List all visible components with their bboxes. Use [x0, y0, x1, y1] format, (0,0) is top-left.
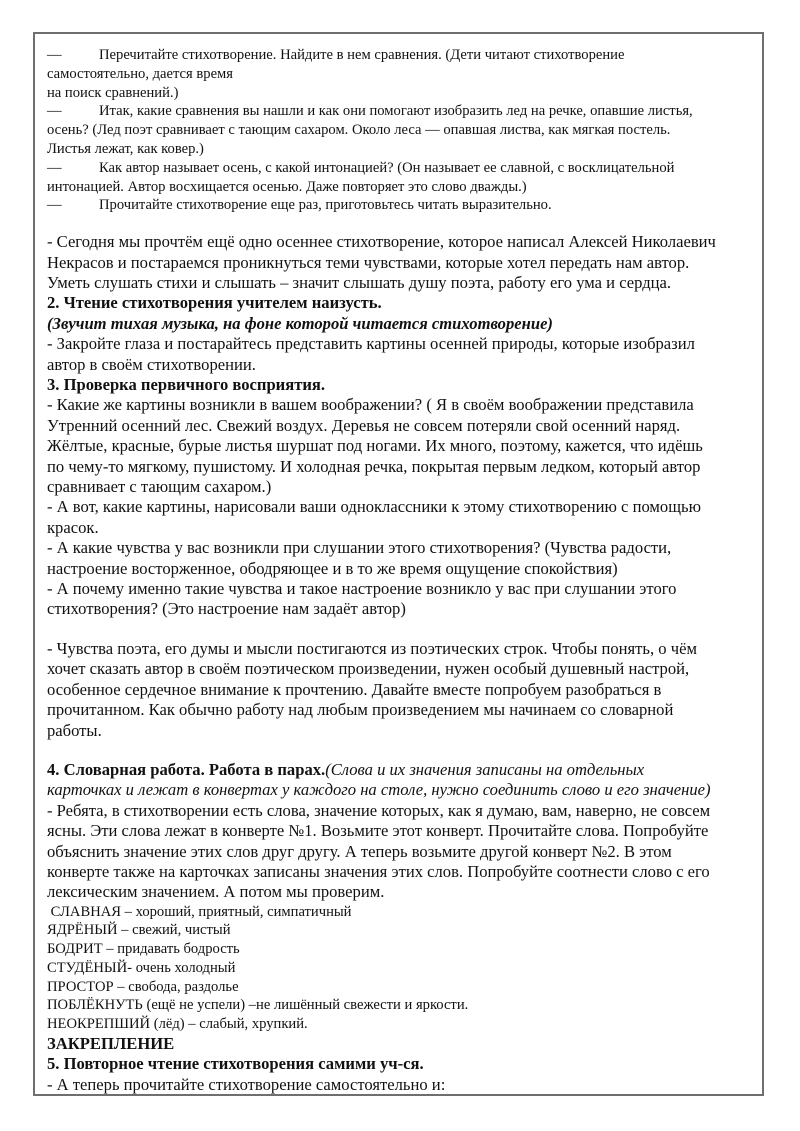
dash-item: [47, 196, 759, 215]
text-line: - А вот, какие картины, нарисовали ваши одноклассники к этому стихотворению с помощью: [47, 497, 701, 517]
dash-item: [47, 159, 759, 178]
vocab-item: ПОБЛЁКНУТЬ (ещё не успели) –не лишённый свежести и яркости.: [47, 997, 469, 1014]
spacer: [47, 620, 759, 639]
dash-mark: —: [47, 159, 62, 176]
poet-paragraph: [47, 639, 759, 741]
text-line: - Сегодня мы прочтём ещё одно осеннее стихотворение, которое написал Алексей Николаевич: [47, 232, 716, 252]
dash-text: Итак, какие сравнения вы нашли и как они помогают изобразить лед на речке, опавшие листья,: [99, 103, 693, 120]
section-heading: 3. Проверка первичного восприятия.: [47, 375, 326, 395]
text-line: Уметь слушать стихи и слышать – значит слышать душу поэта, работу его ума и сердца.: [47, 272, 672, 292]
dash-mark: —: [47, 197, 62, 214]
section-4: [47, 760, 759, 1034]
text-line: лексическим значением. А потом мы проверим.: [47, 882, 385, 902]
text-line: конверте также на карточках записаны значения этих слов. Попробуйте соотнести слово с его: [47, 861, 710, 881]
text-line: - А какие чувства у вас возникли при слушании этого стихотворения? (Чувства радости,: [47, 538, 672, 558]
section-note: карточках и лежат в конвертах у каждого на столе, нужно соединить слово и его значение): [47, 780, 711, 800]
dash-item: [47, 140, 759, 159]
section-3: [47, 375, 759, 620]
vocab-item: СТУДЁНЫЙ- очень холодный: [47, 959, 236, 976]
text-line: сравнивает с тающим сахаром.): [47, 477, 272, 497]
dash-text: Перечитайте стихотворение. Найдите в нем сравнения. (Дети читают стихотворение: [99, 47, 625, 63]
closing-section: [47, 1034, 759, 1095]
dash-item: [47, 178, 759, 197]
section-heading: 5. Повторное чтение стихотворения самими уч-ся.: [47, 1054, 424, 1074]
text-line: Утренний осенний лес. Свежий воздух. Деревья не совсем потеряли свой осенний наряд.: [47, 415, 681, 435]
text-line: по чему-то мягкому, пушистому. И холодная речка, покрытая первым ледком, который автор: [47, 456, 701, 476]
dash-text: Листья лежат, как ковер.): [47, 140, 204, 157]
dash-text: Как автор называет осень, с какой интонацией? (Он называет ее славной, с восклицательной: [99, 159, 675, 176]
text-line: стихотворения? (Это настроение нам задаёт автор): [47, 599, 406, 619]
section-note: (Звучит тихая музыка, на фоне которой читается стихотворение): [47, 313, 553, 333]
text-line: - Ребята, в стихотворении есть слова, значение которых, как я думаю, вам, наверно, не совсем: [47, 800, 711, 820]
section-heading: 4. Словарная работа. Работа в парах.: [47, 759, 326, 779]
text-line: ясны. Эти слова лежат в конверте №1. Возьмите этот конверт. Прочитайте слова. Попробуйте: [47, 821, 709, 841]
dash-item: [47, 46, 759, 65]
text-line: настроение восторженное, ободряющее и в то же время ощущение спокойствия): [47, 558, 618, 578]
vocab-item: ПРОСТОР – свобода, раздолье: [47, 978, 239, 995]
dash-text: на поиск сравнений.): [47, 84, 179, 101]
section-heading: ЗАКРЕПЛЕНИЕ: [47, 1033, 175, 1053]
spacer: [47, 215, 759, 232]
dash-item: [47, 84, 759, 103]
text-line: хочет сказать автор в своём поэтическом произведении, нужен особый душевный настрой,: [47, 659, 690, 679]
text-line: автор в своём стихотворении.: [47, 354, 256, 374]
dash-text: Прочитайте стихотворение еще раз, приготовьтесь читать выразительно.: [99, 197, 552, 214]
dash-mark: —: [47, 47, 62, 63]
vocab-list: [47, 903, 759, 1034]
text-line: - А теперь прочитайте стихотворение самостоятельно и:: [47, 1074, 446, 1094]
dash-text: интонацией. Автор восхищается осенью. Даже повторяет это слово дважды.): [47, 178, 527, 195]
text-line: работы.: [47, 720, 102, 740]
dash-item: [47, 65, 759, 84]
spacer: [47, 741, 759, 760]
document-body: [47, 46, 759, 1095]
text-line: прочитанном. Как обычно работу над любым произведением мы начинаем со словарной: [47, 700, 674, 720]
dash-text: самостоятельно, дается время: [47, 65, 234, 82]
intro-paragraph: [47, 232, 759, 293]
section-heading: 2. Чтение стихотворения учителем наизусть.: [47, 293, 382, 313]
dash-text: осень? (Лед поэт сравнивает с тающим сахаром. Около леса — опавшая листва, как мягкая постель.: [47, 122, 671, 139]
text-line: - Чувства поэта, его думы и мысли постигаются из поэтических строк. Чтобы понять, о чём: [47, 638, 697, 658]
text-line: Некрасов и постараемся проникнуться теми чувствами, которые хотел передать нам автор.: [47, 252, 690, 272]
text-line: - Закройте глаза и постарайтесь представить картины осенней природы, которые изобразил: [47, 334, 695, 354]
section-heading-line: [47, 760, 759, 780]
section-2: [47, 293, 759, 375]
text-line: - А почему именно такие чувства и такое настроение возникло у вас при слушании этого: [47, 579, 677, 599]
text-line: Жёлтые, красные, бурые листья шуршат под ногами. Их много, поэтому, кажется, что идёшь: [47, 436, 703, 456]
dash-mark: —: [47, 103, 62, 120]
vocab-item: СЛАВНАЯ – хороший, приятный, симпатичный: [47, 903, 352, 920]
dash-list: [47, 46, 759, 215]
vocab-item: БОДРИТ – придавать бодрость: [47, 941, 240, 958]
text-line: особенное сердечное внимание к прочтению. Давайте вместе попробуем разобраться в: [47, 679, 662, 699]
vocab-item: ЯДРЁНЫЙ – свежий, чистый: [47, 922, 231, 939]
vocab-item: НЕОКРЕПШИЙ (лёд) – слабый, хрупкий.: [47, 1015, 308, 1032]
dash-item: [47, 121, 759, 140]
text-line: объяснить значение этих слов друг другу. А теперь возьмите другой конверт №2. В этом: [47, 841, 672, 861]
text-line: красок.: [47, 517, 99, 537]
dash-item: [47, 102, 759, 121]
section-note: (Слова и их значения записаны на отдельных: [325, 759, 645, 779]
text-line: - Какие же картины возникли в вашем воображении? ( Я в своём воображении представила: [47, 395, 694, 415]
